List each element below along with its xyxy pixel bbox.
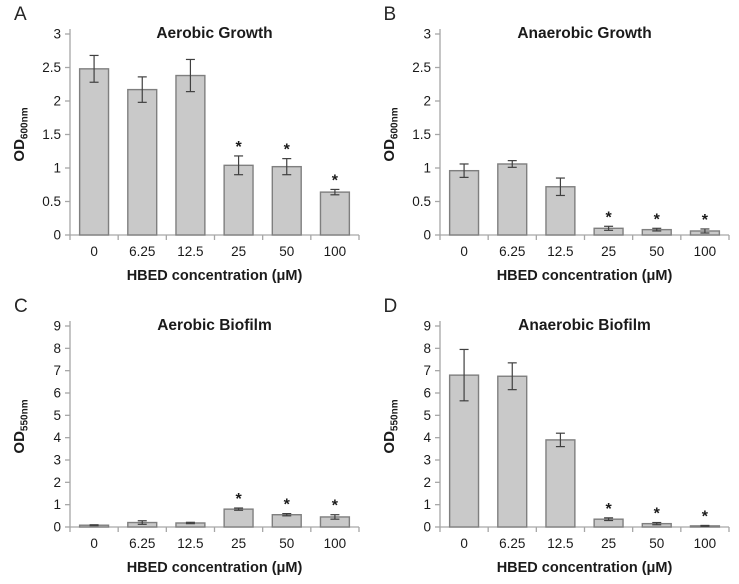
svg-text:50: 50: [648, 244, 664, 259]
svg-text:3: 3: [53, 452, 61, 468]
svg-text:1.5: 1.5: [42, 127, 61, 142]
svg-text:*: *: [604, 209, 612, 227]
svg-text:12.5: 12.5: [177, 536, 204, 551]
svg-text:1: 1: [422, 497, 431, 513]
svg-text:6.25: 6.25: [129, 536, 156, 551]
svg-text:Aerobic Growth: Aerobic Growth: [156, 25, 273, 42]
svg-text:12.5: 12.5: [177, 244, 204, 259]
svg-text:HBED concentration (μM): HBED concentration (μM): [126, 560, 303, 576]
svg-text:100: 100: [693, 536, 716, 551]
panel-letter-b: B: [383, 4, 397, 25]
svg-text:0.5: 0.5: [42, 194, 61, 209]
svg-text:OD550nm: $OD_{550nm}$: [11, 399, 31, 454]
svg-text:2: 2: [53, 93, 61, 109]
svg-text:2: 2: [422, 93, 431, 109]
svg-text:*: *: [331, 172, 339, 190]
svg-text:6.25: 6.25: [498, 536, 525, 551]
svg-text:*: *: [283, 496, 290, 514]
svg-text:OD600nm: $OD_{600nm}$: [11, 107, 31, 162]
svg-text:Anaerobic Growth: Anaerobic Growth: [516, 25, 652, 42]
svg-text:1: 1: [53, 160, 61, 176]
svg-text:HBED concentration (μM): HBED concentration (μM): [126, 268, 303, 284]
svg-text:2.5: 2.5: [411, 60, 431, 75]
svg-text:*: *: [701, 508, 708, 526]
svg-text:0: 0: [90, 536, 98, 551]
svg-text:4: 4: [422, 430, 431, 446]
svg-text:25: 25: [600, 244, 616, 259]
svg-text:HBED concentration (μM): HBED concentration (μM): [496, 268, 672, 284]
svg-text:8: 8: [53, 340, 61, 356]
svg-text:100: 100: [323, 536, 347, 551]
svg-text:6: 6: [53, 385, 61, 401]
svg-text:2: 2: [53, 474, 61, 490]
anaerobic-growth-bar-chart: [370, 0, 739, 292]
svg-text:12.5: 12.5: [546, 244, 574, 259]
panel-anaerobic-growth: [370, 0, 739, 292]
svg-text:25: 25: [231, 244, 247, 259]
svg-text:0: 0: [459, 244, 468, 259]
svg-text:0: 0: [422, 519, 431, 535]
svg-text:1: 1: [422, 160, 431, 176]
svg-text:*: *: [235, 138, 242, 156]
svg-text:2: 2: [422, 474, 431, 490]
svg-text:*: *: [604, 500, 612, 518]
svg-text:2.5: 2.5: [42, 60, 61, 75]
svg-text:3: 3: [53, 26, 61, 42]
svg-text:6: 6: [422, 385, 431, 401]
svg-text:OD600nm: $OD_{600nm}$: [380, 107, 400, 162]
panel-aerobic-growth: [0, 0, 370, 292]
svg-text:0: 0: [422, 227, 431, 243]
svg-text:*: *: [701, 211, 708, 229]
svg-text:7: 7: [422, 363, 431, 379]
svg-text:1.5: 1.5: [411, 127, 431, 142]
svg-text:7: 7: [53, 363, 61, 379]
svg-text:8: 8: [422, 340, 431, 356]
anaerobic-biofilm-bar-chart: [370, 292, 739, 584]
svg-text:*: *: [331, 497, 339, 515]
svg-text:3: 3: [422, 26, 431, 42]
svg-text:*: *: [653, 505, 660, 523]
svg-text:4: 4: [53, 430, 61, 446]
svg-text:5: 5: [422, 407, 431, 423]
panel-letter-d: D: [383, 296, 398, 317]
svg-text:0: 0: [53, 227, 61, 243]
svg-text:0: 0: [90, 244, 98, 259]
panel-anaerobic-biofilm: [370, 292, 739, 584]
svg-text:50: 50: [279, 244, 295, 259]
aerobic-biofilm-bar-chart: [0, 292, 369, 584]
svg-text:100: 100: [323, 244, 347, 259]
svg-text:*: *: [283, 141, 290, 159]
svg-text:Anaerobic Biofilm: Anaerobic Biofilm: [517, 317, 651, 334]
svg-text:*: *: [653, 211, 660, 229]
svg-text:0: 0: [459, 536, 468, 551]
panel-aerobic-biofilm: [0, 292, 370, 584]
svg-text:1: 1: [53, 497, 61, 513]
svg-text:6.25: 6.25: [129, 244, 156, 259]
panel-letter-c: C: [14, 296, 28, 317]
svg-text:Aerobic Biofilm: Aerobic Biofilm: [157, 317, 272, 334]
svg-text:OD550nm: $OD_{550nm}$: [380, 399, 400, 454]
svg-text:3: 3: [422, 452, 431, 468]
svg-text:25: 25: [600, 536, 616, 551]
svg-text:0: 0: [53, 519, 61, 535]
svg-text:9: 9: [422, 318, 431, 334]
svg-text:50: 50: [648, 536, 664, 551]
svg-text:50: 50: [279, 536, 295, 551]
svg-text:HBED concentration (μM): HBED concentration (μM): [496, 560, 672, 576]
aerobic-growth-bar-chart: [0, 0, 369, 292]
svg-text:100: 100: [693, 244, 716, 259]
svg-text:25: 25: [231, 536, 247, 551]
panel-letter-a: A: [14, 4, 27, 25]
svg-text:*: *: [235, 491, 242, 509]
svg-text:5: 5: [53, 407, 61, 423]
svg-text:9: 9: [53, 318, 61, 334]
svg-text:6.25: 6.25: [498, 244, 525, 259]
svg-text:0.5: 0.5: [411, 194, 431, 209]
svg-text:12.5: 12.5: [546, 536, 574, 551]
